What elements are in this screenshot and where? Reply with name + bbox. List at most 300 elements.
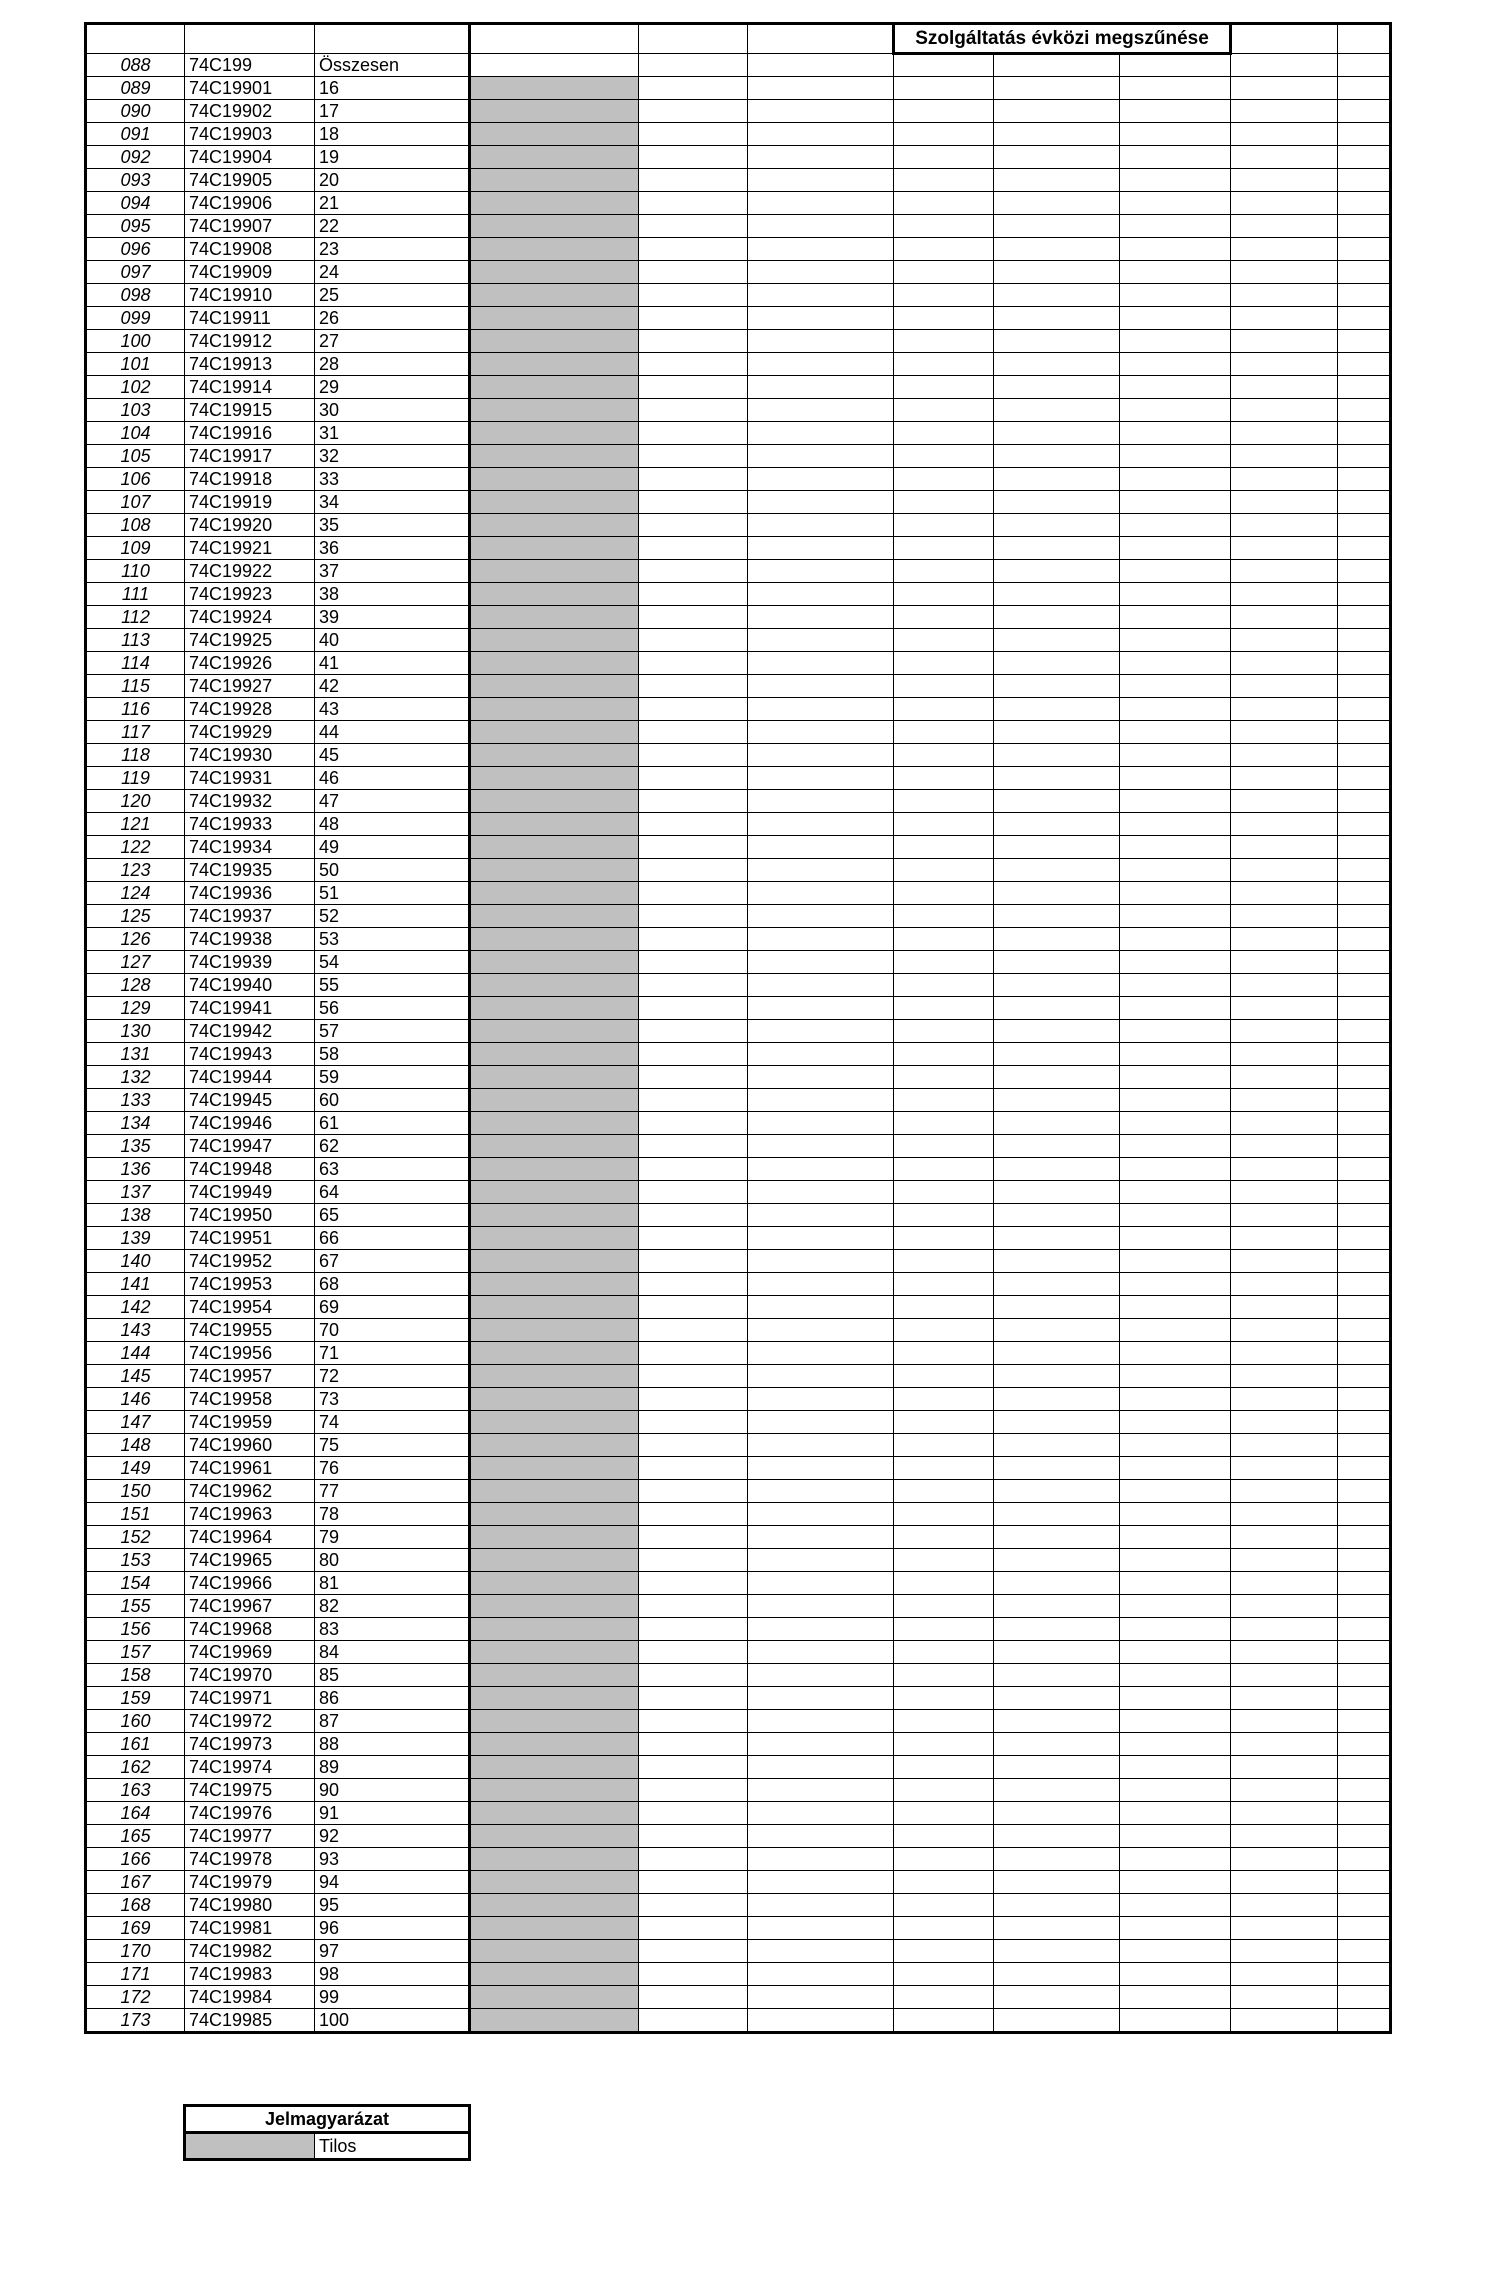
empty-cell — [748, 1756, 894, 1779]
header-cell — [1231, 24, 1338, 54]
row-label: 38 — [315, 583, 470, 606]
empty-cell — [894, 445, 994, 468]
empty-cell — [1231, 1411, 1338, 1434]
empty-cell — [639, 1802, 748, 1825]
row-code: 74C19945 — [185, 1089, 315, 1112]
empty-cell — [1231, 1112, 1338, 1135]
row-code: 74C19963 — [185, 1503, 315, 1526]
empty-cell — [894, 54, 994, 77]
empty-cell — [748, 652, 894, 675]
empty-cell — [1120, 1250, 1231, 1273]
empty-cell — [894, 1802, 994, 1825]
empty-cell — [1231, 376, 1338, 399]
row-code: 74C19976 — [185, 1802, 315, 1825]
row-number: 171 — [86, 1963, 185, 1986]
empty-cell — [994, 491, 1120, 514]
empty-cell — [994, 928, 1120, 951]
empty-cell — [748, 836, 894, 859]
row-code: 74C19912 — [185, 330, 315, 353]
empty-cell — [894, 123, 994, 146]
row-number: 142 — [86, 1296, 185, 1319]
header-row — [86, 24, 1391, 54]
empty-cell — [894, 997, 994, 1020]
row-number: 103 — [86, 399, 185, 422]
empty-cell — [748, 376, 894, 399]
row-number: 089 — [86, 77, 185, 100]
header-cell — [639, 24, 748, 54]
forbidden-cell — [470, 422, 639, 445]
table-row — [86, 836, 1391, 859]
empty-cell — [639, 215, 748, 238]
empty-cell — [639, 606, 748, 629]
empty-cell — [1120, 836, 1231, 859]
empty-cell — [894, 1181, 994, 1204]
row-code: 74C19966 — [185, 1572, 315, 1595]
empty-cell — [639, 836, 748, 859]
row-code: 74C19984 — [185, 1986, 315, 2009]
empty-cell — [1231, 836, 1338, 859]
empty-cell — [894, 1388, 994, 1411]
empty-cell — [748, 1020, 894, 1043]
row-number: 144 — [86, 1342, 185, 1365]
empty-cell — [748, 606, 894, 629]
row-code: 74C19927 — [185, 675, 315, 698]
empty-cell — [994, 330, 1120, 353]
empty-cell — [748, 744, 894, 767]
legend-swatch — [185, 2133, 315, 2160]
empty-cell — [894, 1756, 994, 1779]
forbidden-cell — [470, 1779, 639, 1802]
empty-cell — [1120, 1365, 1231, 1388]
empty-cell — [1338, 192, 1391, 215]
empty-cell — [748, 1043, 894, 1066]
row-number: 098 — [86, 284, 185, 307]
empty-cell — [1338, 514, 1391, 537]
empty-cell — [1338, 1457, 1391, 1480]
empty-cell — [748, 1664, 894, 1687]
header-cell — [1338, 24, 1391, 54]
empty-cell — [1231, 721, 1338, 744]
empty-cell — [894, 1135, 994, 1158]
forbidden-cell — [470, 744, 639, 767]
row-code: 74C19938 — [185, 928, 315, 951]
forbidden-cell — [470, 514, 639, 537]
row-number: 125 — [86, 905, 185, 928]
forbidden-cell — [470, 836, 639, 859]
forbidden-cell — [470, 1825, 639, 1848]
empty-cell — [1338, 1549, 1391, 1572]
empty-cell — [748, 997, 894, 1020]
table-row — [86, 1273, 1391, 1296]
empty-cell — [1231, 330, 1338, 353]
row-code: 74C19939 — [185, 951, 315, 974]
empty-cell — [639, 1043, 748, 1066]
empty-cell — [894, 1273, 994, 1296]
empty-cell — [1120, 468, 1231, 491]
empty-cell — [1120, 790, 1231, 813]
empty-cell — [748, 583, 894, 606]
table-row — [86, 1664, 1391, 1687]
empty-cell — [894, 1319, 994, 1342]
empty-cell — [994, 422, 1120, 445]
empty-cell — [894, 399, 994, 422]
row-label: 56 — [315, 997, 470, 1020]
table-row — [86, 1135, 1391, 1158]
row-code: 74C19907 — [185, 215, 315, 238]
empty-cell — [894, 468, 994, 491]
forbidden-cell — [470, 721, 639, 744]
empty-cell — [639, 629, 748, 652]
row-code: 74C19977 — [185, 1825, 315, 1848]
empty-cell — [1120, 537, 1231, 560]
empty-cell — [894, 192, 994, 215]
empty-cell — [1231, 790, 1338, 813]
row-code: 74C19946 — [185, 1112, 315, 1135]
empty-cell — [748, 1986, 894, 2009]
empty-cell — [1338, 951, 1391, 974]
empty-cell — [994, 146, 1120, 169]
empty-cell — [994, 54, 1120, 77]
empty-cell — [1338, 1135, 1391, 1158]
empty-cell — [894, 1986, 994, 2009]
empty-cell — [994, 77, 1120, 100]
row-code: 74C19932 — [185, 790, 315, 813]
empty-cell — [748, 882, 894, 905]
table-row — [86, 583, 1391, 606]
empty-cell — [894, 652, 994, 675]
empty-cell — [1338, 146, 1391, 169]
empty-cell — [994, 284, 1120, 307]
empty-cell — [994, 767, 1120, 790]
empty-cell — [894, 744, 994, 767]
row-number: 114 — [86, 652, 185, 675]
table-row — [86, 77, 1391, 100]
row-number: 152 — [86, 1526, 185, 1549]
empty-cell — [639, 1457, 748, 1480]
table-row — [86, 514, 1391, 537]
empty-cell — [1338, 330, 1391, 353]
empty-cell — [1120, 1020, 1231, 1043]
row-label: 31 — [315, 422, 470, 445]
empty-cell — [748, 1894, 894, 1917]
empty-cell — [994, 376, 1120, 399]
row-number: 104 — [86, 422, 185, 445]
empty-cell — [748, 629, 894, 652]
empty-cell — [1338, 1940, 1391, 1963]
empty-cell — [639, 77, 748, 100]
section-title: Szolgáltatás évközi megszűnése — [894, 24, 1231, 54]
row-label: 97 — [315, 1940, 470, 1963]
row-label: 67 — [315, 1250, 470, 1273]
table-row — [86, 859, 1391, 882]
forbidden-cell — [470, 652, 639, 675]
row-number: 168 — [86, 1894, 185, 1917]
empty-cell — [1338, 100, 1391, 123]
row-code: 74C19971 — [185, 1687, 315, 1710]
row-label: 89 — [315, 1756, 470, 1779]
row-label: 24 — [315, 261, 470, 284]
row-label: 99 — [315, 1986, 470, 2009]
row-label: 42 — [315, 675, 470, 698]
table-row — [86, 1940, 1391, 1963]
empty-cell — [1231, 1043, 1338, 1066]
forbidden-cell — [470, 974, 639, 997]
empty-cell — [1338, 1618, 1391, 1641]
row-number: 139 — [86, 1227, 185, 1250]
empty-cell — [639, 1158, 748, 1181]
table-row — [86, 1388, 1391, 1411]
empty-cell — [1231, 1986, 1338, 2009]
empty-cell — [639, 1434, 748, 1457]
table-row — [86, 1411, 1391, 1434]
row-number: 123 — [86, 859, 185, 882]
table-row — [86, 698, 1391, 721]
row-code: 74C19981 — [185, 1917, 315, 1940]
forbidden-cell — [470, 1894, 639, 1917]
empty-cell — [1338, 399, 1391, 422]
forbidden-cell — [470, 1250, 639, 1273]
empty-cell — [994, 1618, 1120, 1641]
row-number: 154 — [86, 1572, 185, 1595]
empty-cell — [894, 100, 994, 123]
empty-cell — [1338, 54, 1391, 77]
empty-cell — [894, 238, 994, 261]
row-label: 18 — [315, 123, 470, 146]
row-label: 43 — [315, 698, 470, 721]
table-row — [86, 675, 1391, 698]
row-code: 74C19915 — [185, 399, 315, 422]
empty-cell — [748, 1779, 894, 1802]
empty-cell — [748, 169, 894, 192]
empty-cell — [748, 1066, 894, 1089]
empty-cell — [748, 1641, 894, 1664]
table-row — [86, 1733, 1391, 1756]
empty-cell — [1231, 169, 1338, 192]
empty-cell — [748, 1365, 894, 1388]
empty-cell — [1120, 721, 1231, 744]
forbidden-cell — [470, 1549, 639, 1572]
empty-cell — [1120, 1572, 1231, 1595]
table-row — [86, 422, 1391, 445]
empty-cell — [894, 1526, 994, 1549]
row-label: 65 — [315, 1204, 470, 1227]
empty-cell — [994, 997, 1120, 1020]
empty-cell — [639, 790, 748, 813]
row-label: 71 — [315, 1342, 470, 1365]
empty-cell — [639, 422, 748, 445]
forbidden-cell — [470, 1204, 639, 1227]
empty-cell — [1231, 192, 1338, 215]
empty-cell — [1120, 307, 1231, 330]
row-code: 74C19948 — [185, 1158, 315, 1181]
empty-cell — [639, 1894, 748, 1917]
table-row — [86, 1158, 1391, 1181]
empty-cell — [1120, 1917, 1231, 1940]
forbidden-cell — [470, 1940, 639, 1963]
table-row — [86, 744, 1391, 767]
empty-cell — [1338, 1894, 1391, 1917]
empty-cell — [1231, 1871, 1338, 1894]
empty-cell — [994, 1273, 1120, 1296]
row-label: 41 — [315, 652, 470, 675]
empty-cell — [1231, 1388, 1338, 1411]
forbidden-cell — [470, 1020, 639, 1043]
row-label: 37 — [315, 560, 470, 583]
empty-cell — [1231, 767, 1338, 790]
empty-cell — [748, 1112, 894, 1135]
table-row — [86, 1480, 1391, 1503]
empty-cell — [748, 1204, 894, 1227]
legend — [183, 2104, 471, 2161]
empty-cell — [994, 2009, 1120, 2033]
empty-cell — [994, 215, 1120, 238]
empty-cell — [748, 330, 894, 353]
empty-cell — [639, 1273, 748, 1296]
row-number: 141 — [86, 1273, 185, 1296]
header-cell — [185, 24, 315, 54]
empty-cell — [1338, 1204, 1391, 1227]
empty-cell — [1120, 1733, 1231, 1756]
row-label: 17 — [315, 100, 470, 123]
empty-cell — [639, 445, 748, 468]
empty-cell — [994, 1756, 1120, 1779]
forbidden-cell — [470, 399, 639, 422]
row-code: 74C19961 — [185, 1457, 315, 1480]
empty-cell — [1231, 1572, 1338, 1595]
empty-cell — [639, 353, 748, 376]
empty-cell — [639, 1204, 748, 1227]
empty-cell — [1120, 215, 1231, 238]
table-row — [86, 790, 1391, 813]
forbidden-cell — [470, 1756, 639, 1779]
empty-cell — [1120, 905, 1231, 928]
empty-cell — [1231, 146, 1338, 169]
table-row — [86, 215, 1391, 238]
table-row — [86, 1250, 1391, 1273]
forbidden-cell — [470, 1434, 639, 1457]
empty-cell — [748, 1135, 894, 1158]
row-number: 134 — [86, 1112, 185, 1135]
empty-cell — [994, 790, 1120, 813]
row-code: 74C19975 — [185, 1779, 315, 1802]
empty-cell — [1120, 1112, 1231, 1135]
empty-cell — [1120, 928, 1231, 951]
empty-cell — [1338, 1710, 1391, 1733]
row-number: 166 — [86, 1848, 185, 1871]
empty-cell — [1231, 238, 1338, 261]
row-code: 74C19910 — [185, 284, 315, 307]
empty-cell — [1338, 215, 1391, 238]
empty-cell — [994, 353, 1120, 376]
empty-cell — [1231, 1181, 1338, 1204]
empty-cell — [748, 790, 894, 813]
empty-cell — [1231, 1296, 1338, 1319]
empty-cell — [1120, 1963, 1231, 1986]
row-code: 74C19904 — [185, 146, 315, 169]
row-number: 148 — [86, 1434, 185, 1457]
empty-cell — [1231, 1342, 1338, 1365]
empty-cell — [1120, 1503, 1231, 1526]
forbidden-cell — [470, 560, 639, 583]
row-label: 44 — [315, 721, 470, 744]
empty-cell — [994, 1733, 1120, 1756]
row-number: 088 — [86, 54, 185, 77]
empty-cell — [639, 2009, 748, 2033]
empty-cell — [1338, 491, 1391, 514]
empty-cell — [1338, 675, 1391, 698]
row-number: 173 — [86, 2009, 185, 2033]
empty-cell — [1231, 606, 1338, 629]
row-code: 74C19920 — [185, 514, 315, 537]
empty-cell — [1120, 1342, 1231, 1365]
empty-cell — [894, 1411, 994, 1434]
empty-cell — [639, 652, 748, 675]
row-label: 40 — [315, 629, 470, 652]
forbidden-cell — [470, 1526, 639, 1549]
empty-cell — [994, 606, 1120, 629]
row-number: 096 — [86, 238, 185, 261]
table-row — [86, 100, 1391, 123]
empty-cell — [639, 583, 748, 606]
empty-cell — [639, 905, 748, 928]
empty-cell — [748, 146, 894, 169]
table-row — [86, 445, 1391, 468]
row-code: 74C19979 — [185, 1871, 315, 1894]
forbidden-cell — [470, 100, 639, 123]
row-code: 74C19957 — [185, 1365, 315, 1388]
empty-cell — [748, 905, 894, 928]
row-number: 150 — [86, 1480, 185, 1503]
empty-cell — [894, 836, 994, 859]
empty-cell — [639, 744, 748, 767]
empty-cell — [1231, 1158, 1338, 1181]
empty-cell — [748, 560, 894, 583]
table-row — [86, 1802, 1391, 1825]
empty-cell — [1338, 698, 1391, 721]
forbidden-cell — [470, 997, 639, 1020]
empty-cell — [1231, 1365, 1338, 1388]
empty-cell — [1120, 859, 1231, 882]
table-row — [86, 1204, 1391, 1227]
row-code: 74C19973 — [185, 1733, 315, 1756]
empty-cell — [894, 1066, 994, 1089]
empty-cell — [1231, 744, 1338, 767]
empty-cell — [894, 1549, 994, 1572]
row-label: 60 — [315, 1089, 470, 1112]
empty-cell — [1120, 652, 1231, 675]
empty-cell — [894, 721, 994, 744]
empty-cell — [1338, 1963, 1391, 1986]
row-label: 57 — [315, 1020, 470, 1043]
empty-cell — [894, 284, 994, 307]
row-label: 72 — [315, 1365, 470, 1388]
empty-cell — [639, 1480, 748, 1503]
empty-cell — [639, 1595, 748, 1618]
empty-cell — [748, 54, 894, 77]
empty-cell — [994, 1227, 1120, 1250]
row-label: 39 — [315, 606, 470, 629]
row-label: 85 — [315, 1664, 470, 1687]
forbidden-cell — [470, 1158, 639, 1181]
empty-cell — [748, 767, 894, 790]
empty-cell — [994, 123, 1120, 146]
empty-cell — [1338, 1296, 1391, 1319]
empty-cell — [994, 399, 1120, 422]
row-label: 66 — [315, 1227, 470, 1250]
empty-cell — [994, 445, 1120, 468]
table-row — [86, 1756, 1391, 1779]
empty-cell — [894, 1572, 994, 1595]
